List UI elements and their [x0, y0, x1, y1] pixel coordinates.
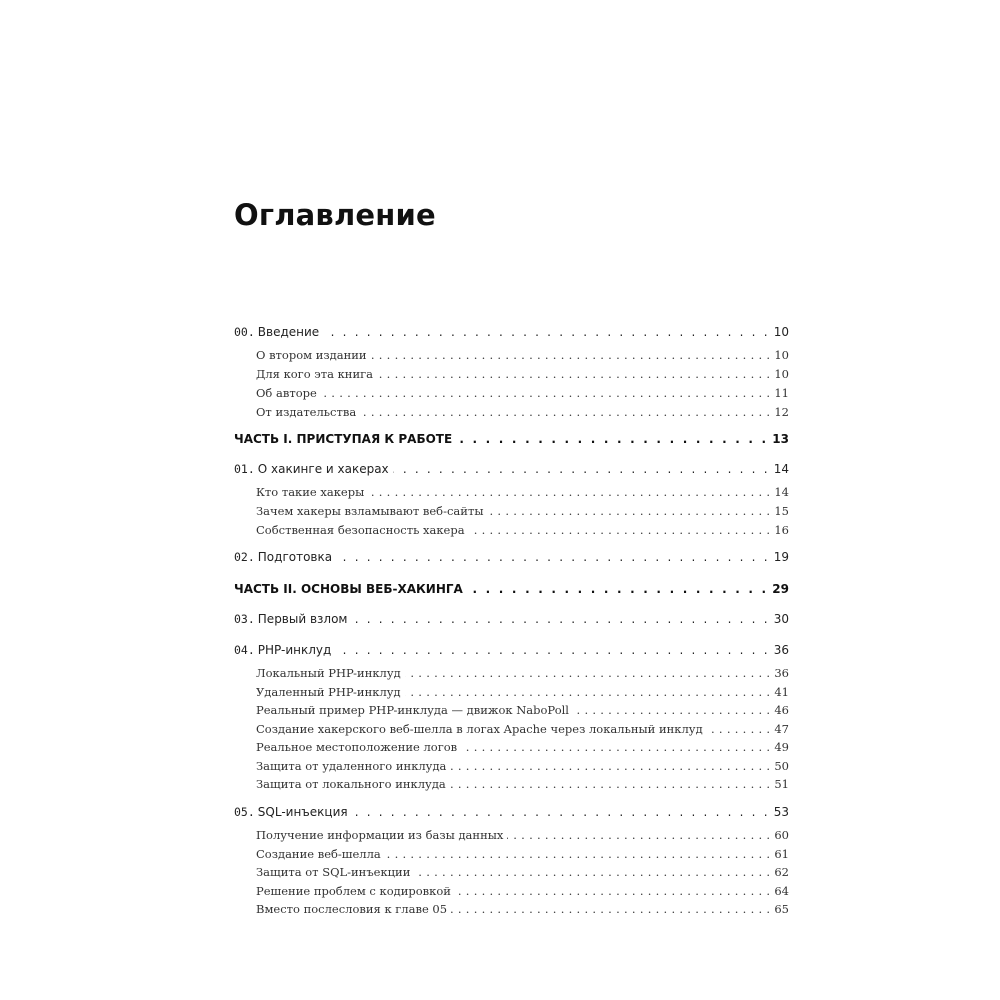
- toc-entry-title: Защита от SQL-инъекции: [256, 865, 411, 879]
- page-number: 49: [774, 740, 789, 754]
- page-number: 61: [774, 847, 789, 861]
- toc-entry-sub[interactable]: [234, 882, 789, 900]
- page-number: 13: [772, 432, 789, 446]
- page-number: 62: [774, 865, 789, 879]
- toc-entry-sub[interactable]: [234, 483, 789, 501]
- page-number: 65: [774, 902, 789, 916]
- page-number: 36: [774, 666, 789, 680]
- page-number: 10: [774, 348, 789, 362]
- toc-entry-label: [256, 521, 469, 539]
- page-title: Оглавление: [234, 198, 436, 232]
- toc-entry-label: [256, 775, 450, 793]
- dot-leader: [351, 610, 769, 628]
- toc-entry-label: [256, 882, 455, 900]
- page-number: 36: [773, 643, 789, 657]
- dot-leader: [467, 580, 768, 598]
- chapter-number: 01.: [234, 462, 255, 476]
- toc-entry-part[interactable]: [234, 580, 789, 598]
- dot-leader: [451, 900, 770, 918]
- dot-leader: [455, 882, 770, 900]
- page-number: 50: [774, 759, 789, 773]
- toc-entry-sub[interactable]: [234, 683, 789, 701]
- toc-entry-label: [234, 430, 456, 448]
- toc-entry-sub[interactable]: [234, 521, 789, 539]
- page-number: 16: [774, 523, 789, 537]
- toc-entry-label: [256, 826, 507, 844]
- table-of-contents: [234, 0, 789, 1000]
- toc-entry-label: [256, 701, 573, 719]
- toc-entry-label: [234, 548, 336, 566]
- page-number: 10: [773, 325, 789, 339]
- toc-entry-title: Собственная безопасность хакера: [256, 523, 465, 537]
- dot-leader: [456, 430, 768, 448]
- page-number: 47: [774, 722, 789, 736]
- toc-entry-title: PHP-инклуд: [257, 643, 332, 657]
- toc-entry-label: [256, 346, 371, 364]
- toc-entry-sub[interactable]: [234, 775, 789, 793]
- toc-entry-label: [234, 460, 393, 478]
- toc-entry-label: [256, 365, 377, 383]
- toc-entry-label: [234, 323, 323, 341]
- dot-leader: [405, 664, 771, 682]
- toc-entry-title: ЧАСТЬ I. ПРИСТУПАЯ К РАБОТЕ: [234, 432, 453, 446]
- toc-entry-label: [256, 664, 405, 682]
- toc-entry-label: [256, 483, 368, 501]
- toc-entry-title: Об авторе: [256, 386, 317, 400]
- toc-entry-sub[interactable]: [234, 502, 789, 520]
- toc-entry-label: [256, 384, 321, 402]
- toc-entry-label: [256, 502, 487, 520]
- toc-entry-sub[interactable]: [234, 826, 789, 844]
- dot-leader: [707, 720, 771, 738]
- toc-entry-sub[interactable]: [234, 863, 789, 881]
- toc-entry-title: Локальный PHP-инклуд: [256, 666, 401, 680]
- toc-entry-sub[interactable]: [234, 701, 789, 719]
- dot-leader: [352, 803, 770, 821]
- toc-entry-label: [234, 580, 467, 598]
- toc-entry-sub[interactable]: [234, 384, 789, 402]
- toc-entry-title: Кто такие хакеры: [256, 485, 365, 499]
- toc-entry-label: [234, 803, 352, 821]
- toc-entry-label: [256, 900, 451, 918]
- toc-entry-chapter[interactable]: [234, 803, 789, 821]
- dot-leader: [336, 548, 770, 566]
- page-number: 15: [774, 504, 789, 518]
- dot-leader: [507, 826, 770, 844]
- chapter-number: 04.: [234, 643, 255, 657]
- toc-entry-chapter[interactable]: [234, 460, 789, 478]
- dot-leader: [487, 502, 770, 520]
- dot-leader: [450, 757, 770, 775]
- page-number: 11: [774, 386, 789, 400]
- toc-entry-sub[interactable]: [234, 845, 789, 863]
- dot-leader: [360, 403, 770, 421]
- dot-leader: [461, 738, 770, 756]
- toc-entry-sub[interactable]: [234, 757, 789, 775]
- toc-entry-title: ЧАСТЬ II. ОСНОВЫ ВЕБ-ХАКИНГА: [234, 582, 463, 596]
- page-number: 64: [774, 884, 789, 898]
- toc-entry-title: Получение информации из базы данных: [256, 828, 504, 842]
- dot-leader: [335, 641, 769, 659]
- toc-entry-title: Защита от локального инклуда: [256, 777, 446, 791]
- toc-entry-title: Удаленный PHP-инклуд: [256, 685, 401, 699]
- toc-entry-label: [256, 720, 707, 738]
- toc-entry-title: О хакинге и хакерах: [257, 462, 389, 476]
- toc-entry-title: Зачем хакеры взламывают веб-сайты: [256, 504, 484, 518]
- toc-entry-chapter[interactable]: [234, 323, 789, 341]
- dot-leader: [573, 701, 770, 719]
- page-number: 29: [772, 582, 789, 596]
- toc-entry-label: [256, 683, 405, 701]
- toc-entry-label: [256, 863, 414, 881]
- toc-entry-title: Создание хакерского веб-шелла в логах Apache через локальный инклуд: [256, 722, 703, 736]
- dot-leader: [385, 845, 771, 863]
- page-number: 19: [773, 550, 789, 564]
- page-number: 12: [774, 405, 789, 419]
- toc-entry-sub[interactable]: [234, 664, 789, 682]
- toc-entry-title: Первый взлом: [257, 612, 348, 626]
- dot-leader: [414, 863, 770, 881]
- page-number: 41: [774, 685, 789, 699]
- page-number: 51: [774, 777, 789, 791]
- chapter-number: 03.: [234, 612, 255, 626]
- toc-entry-part[interactable]: [234, 430, 789, 448]
- dot-leader: [405, 683, 771, 701]
- toc-entry-sub[interactable]: [234, 365, 789, 383]
- toc-entry-label: [256, 845, 385, 863]
- dot-leader: [393, 460, 770, 478]
- page-number: 30: [773, 612, 789, 626]
- page-number: 46: [774, 703, 789, 717]
- dot-leader: [323, 323, 770, 341]
- page-number: 14: [774, 485, 789, 499]
- dot-leader: [469, 521, 771, 539]
- toc-entry-title: От издательства: [256, 405, 357, 419]
- page-number: 14: [773, 462, 789, 476]
- chapter-number: 00.: [234, 325, 255, 339]
- dot-leader: [368, 483, 770, 501]
- page-number: 60: [774, 828, 789, 842]
- toc-entry-title: Реальное местоположение логов: [256, 740, 458, 754]
- toc-entry-title: Создание веб-шелла: [256, 847, 381, 861]
- toc-entry-title: Для кого эта книга: [256, 367, 373, 381]
- toc-entry-title: Реальный пример PHP-инклуда — движок NaboPoll: [256, 703, 569, 717]
- toc-entry-title: Защита от удаленного инклуда: [256, 759, 447, 773]
- toc-entry-sub[interactable]: [234, 738, 789, 756]
- dot-leader: [321, 384, 771, 402]
- toc-entry-sub[interactable]: [234, 346, 789, 364]
- dot-leader: [377, 365, 770, 383]
- toc-entry-chapter[interactable]: [234, 610, 789, 628]
- dot-leader: [450, 775, 771, 793]
- toc-entry-sub[interactable]: [234, 900, 789, 918]
- toc-entry-label: [234, 641, 335, 659]
- toc-entry-title: Решение проблем с кодировкой: [256, 884, 451, 898]
- page-number: 53: [773, 805, 789, 819]
- toc-entry-title: Введение: [257, 325, 320, 339]
- toc-entry-chapter[interactable]: [234, 641, 789, 659]
- toc-entry-label: [256, 403, 360, 421]
- toc-entry-title: О втором издании: [256, 348, 367, 362]
- chapter-number: 02.: [234, 550, 255, 564]
- dot-leader: [371, 346, 771, 364]
- toc-entry-label: [234, 610, 351, 628]
- toc-entry-title: Подготовка: [257, 550, 333, 564]
- toc-entry-label: [256, 738, 461, 756]
- chapter-number: 05.: [234, 805, 255, 819]
- toc-entry-sub[interactable]: [234, 720, 789, 738]
- toc-entry-sub[interactable]: [234, 403, 789, 421]
- page-number: 10: [774, 367, 789, 381]
- toc-entry-title: Вместо послесловия к главе 05: [256, 902, 448, 916]
- toc-entry-title: SQL-инъекция: [257, 805, 348, 819]
- toc-entry-chapter[interactable]: [234, 548, 789, 566]
- toc-entry-label: [256, 757, 450, 775]
